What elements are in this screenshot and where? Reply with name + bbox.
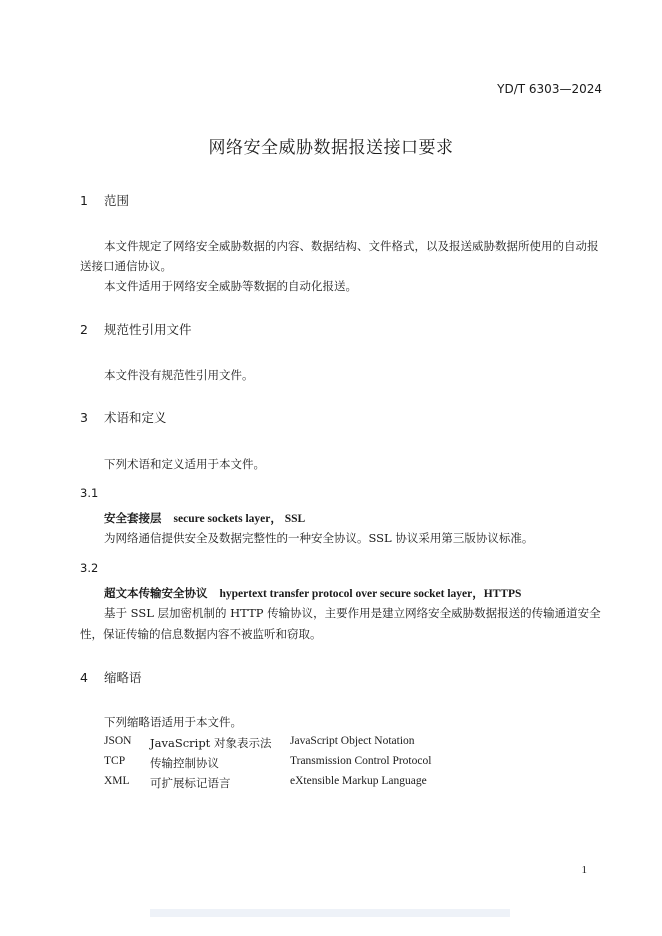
term-3-2-definition-line-1: 基于 SSL 层加密机制的 HTTP 传输协议，主要作用是建立网络安全威胁数据报送的传输通道安全 [104,606,601,620]
term-3-2-number: 3.2 [80,561,99,575]
section-4-intro: 下列缩略语适用于本文件。 [104,715,242,729]
section-number: 3 [80,410,88,425]
abbreviation: JSON [104,735,132,747]
term-cn: 超文本传输安全协议 [104,586,208,600]
section-3-heading [80,408,167,426]
watermark [150,906,510,920]
term-3-1-definition: 为网络通信提供安全及数据完整性的一种安全协议。SSL 协议采用第三版协议标准。 [104,531,534,545]
section-1-para-2: 本文件适用于网络安全威胁等数据的自动化报送。 [104,279,357,293]
abbreviation-row-tcp [104,755,524,771]
section-number: 2 [80,322,88,337]
term-en: hypertext transfer protocol over secure socket layer，HTTPS [219,588,522,600]
standard-number: YD/T 6303—2024 [497,82,602,96]
term-3-1-title [104,510,305,526]
term-3-2-definition-line-2: 性，保证传输的信息数据内容不被监听和窃取。 [80,627,322,641]
section-number: 4 [80,670,88,685]
page-number: 1 [581,864,587,876]
section-4-heading [80,668,142,686]
section-title: 范围 [104,193,130,208]
abbreviation: TCP [104,755,126,767]
section-title: 缩略语 [104,670,142,685]
term-3-1-number: 3.1 [80,486,99,500]
abbreviation: XML [104,775,130,787]
section-title: 规范性引用文件 [104,322,192,337]
section-1-para-1-line-2: 送接口通信协议。 [80,259,172,273]
abbreviation-cn: 可扩展标记语言 [150,776,231,790]
section-1-heading [80,191,129,209]
term-cn: 安全套接层 [104,511,162,525]
term-en: secure sockets layer， SSL [173,513,306,525]
section-1-para-1-line-1: 本文件规定了网络安全威胁数据的内容、数据结构、文件格式，以及报送威胁数据所使用的自动报 [104,239,599,253]
document-title: 网络安全威胁数据报送接口要求 [208,138,454,158]
abbreviation-cn: JavaScript 对象表示法 [150,736,272,750]
abbreviation-row-json [104,735,524,751]
term-3-2-title [104,585,521,601]
section-number: 1 [80,193,88,208]
abbreviation-row-xml [104,775,524,791]
abbreviation-en: eXtensible Markup Language [290,775,427,787]
section-2-para: 本文件没有规范性引用文件。 [104,368,254,382]
section-3-intro: 下列术语和定义适用于本文件。 [104,457,265,471]
abbreviation-en: Transmission Control Protocol [290,755,432,767]
section-title: 术语和定义 [104,410,167,425]
abbreviation-cn: 传输控制协议 [150,756,219,770]
section-2-heading [80,320,192,338]
abbreviation-en: JavaScript Object Notation [290,735,415,747]
